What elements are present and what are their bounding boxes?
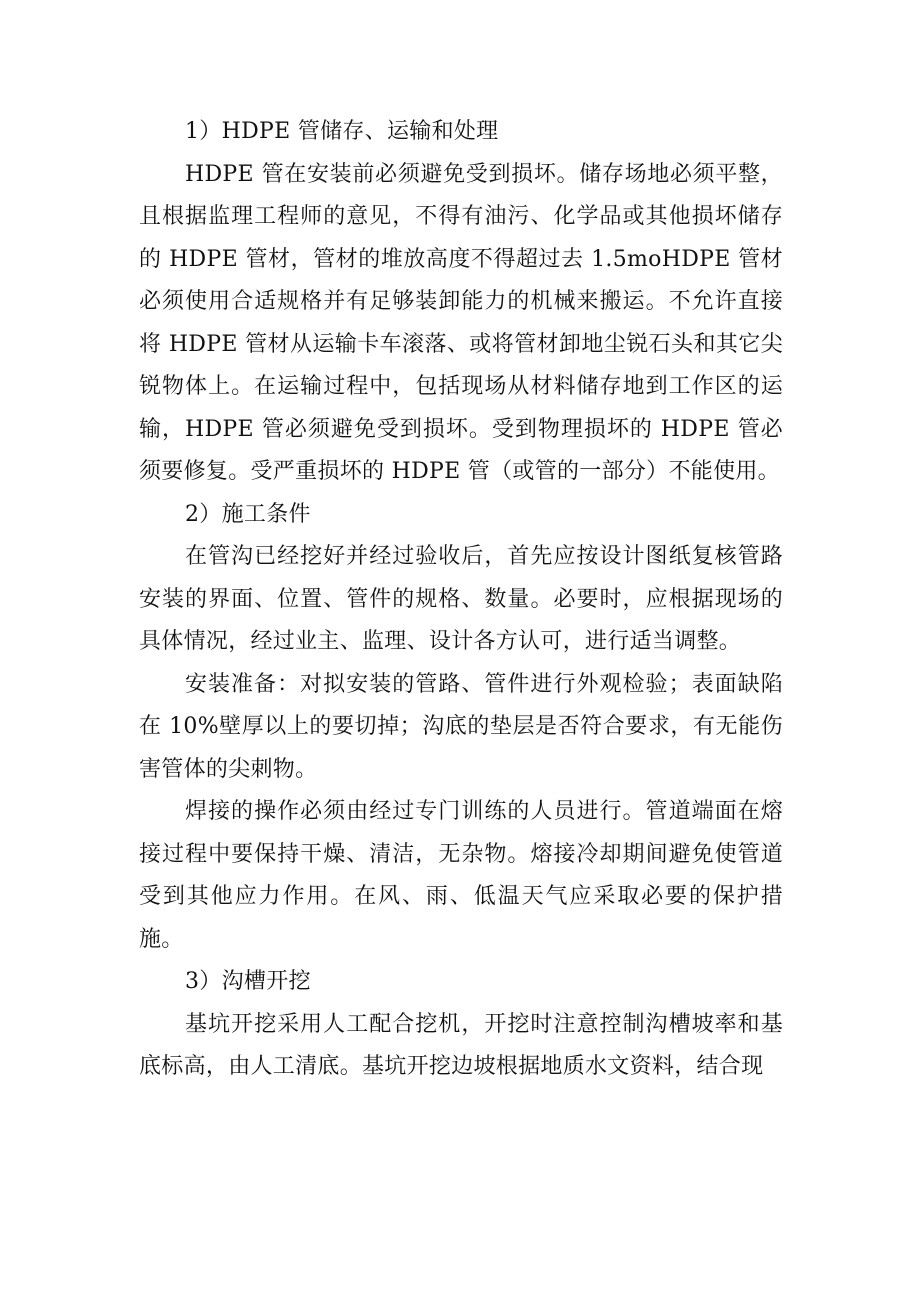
paragraph-trench-excavation: 基坑开挖采用人工配合挖机，开挖时注意控制沟槽坡率和基底标高，由人工清底。基坑开挖边坡根据地质水文资料，结合现 xyxy=(139,1011,783,1079)
section-heading-trench-excavation: 3）沟槽开挖 xyxy=(185,969,311,994)
paragraph-welding: 焊接的操作必须由经过专门训练的人员进行。管道端面在熔接过程中要保持干燥、清洁，无杂物。熔接冷却期间避免使管道受到其他应力作用。在风、雨、低温天气应采取必要的保护措施。 xyxy=(139,799,783,952)
paragraph-construction-conditions: 在管沟已经挖好并经过验收后，首先应按设计图纸复核管路安装的界面、位置、管件的规格、数量。必要时，应根据现场的具体情况，经过业主、监理、设计各方认可，进行适当调整。 xyxy=(139,544,783,654)
document-body xyxy=(139,111,783,1089)
section-heading-storage-transport: 1）HDPE 管储存、运输和处理 xyxy=(185,119,499,144)
paragraph-installation-preparation: 安装准备：对拟安装的管路、管件进行外观检验；表面缺陷在 10%壁厚以上的要切掉；沟底的垫层是否符合要求，有无能伤害管体的尖刺物。 xyxy=(139,671,783,782)
paragraph-storage-transport: HDPE 管在安装前必须避免受到损坏。储存场地必须平整，且根据监理工程师的意见，不得有油污、化学品或其他损坏储存的 HDPE 管材，管材的堆放高度不得超过去 1.5moHDPE 管材必须使用合适规格并有足够装卸能力的机械来搬运。不允许直接将 HDPE 管材从运输卡车滚落、或将管材卸地尘锐石头和其它尖锐物体上。在运输过程中，包括现场从材料储存地到工作区的运输，HDPE 管必须避免受到损坏。受到物理损坏的 HDPE 管必须要修复。受严重损坏的 HDPE 管（或管的一部分）不能使用。 xyxy=(139,161,783,484)
section-heading-construction-conditions: 2）施工条件 xyxy=(185,501,311,527)
